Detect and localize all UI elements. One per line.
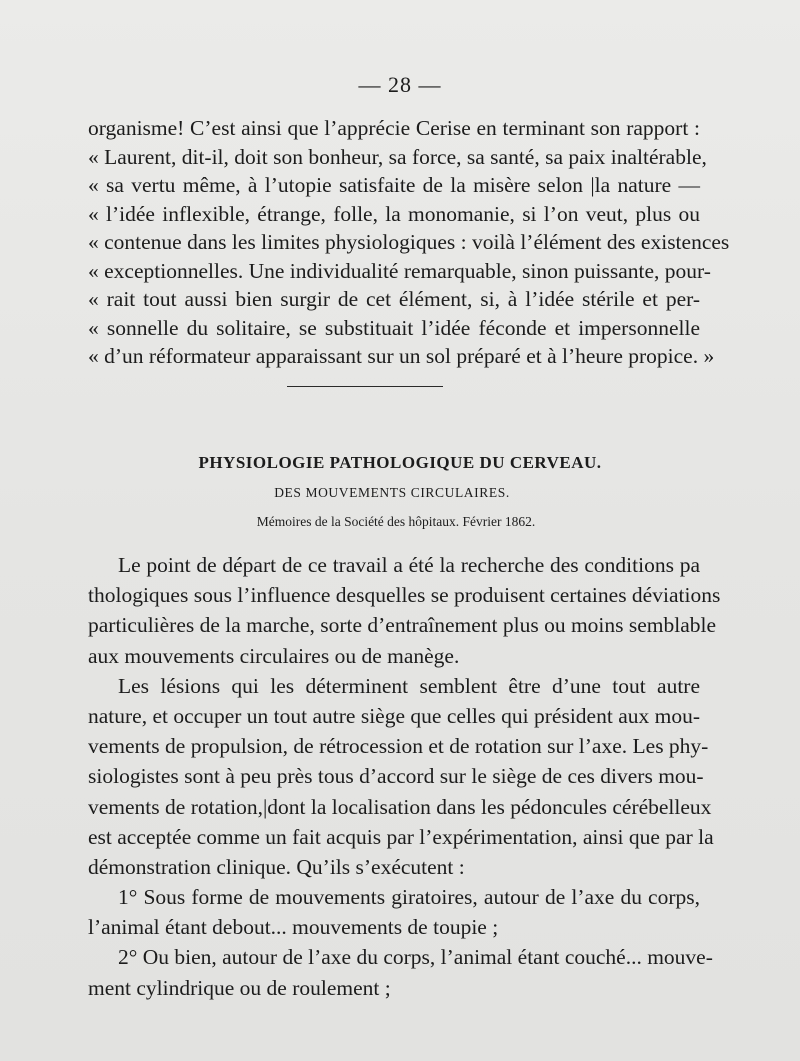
text-line: Les lésions qui les déterminent semblent être d’une tout autre (118, 673, 700, 698)
section-subtitle: DES MOUVEMENTS CIRCULAIRES. (274, 485, 510, 500)
text-line: 1° Sous forme de mouvements giratoires, autour de l’axe du corps, (118, 885, 700, 910)
text-line: démonstration clinique. Qu’ils s’exécutent : (88, 854, 465, 879)
body-text (88, 550, 721, 1003)
text-line: siologistes sont à peu près tous d’accord sur le siège de ces divers mou- (88, 764, 704, 789)
text-line: « sa vertu même, à l’utopie satisfaite de la misère selon |la nature — (88, 173, 700, 197)
text-line: l’animal étant debout... mouvements de toupie ; (88, 915, 499, 940)
section-source: Mémoires de la Société des hôpitaux. Février 1862. (256, 514, 536, 529)
text-line: « Laurent, dit-il, doit son bonheur, sa force, sa santé, sa paix inaltérable, (88, 144, 707, 169)
text-line: « l’idée inflexible, étrange, folle, la monomanie, si l’on veut, plus ou (88, 201, 700, 226)
text-line: est acceptée comme un fait acquis par l’expérimentation, ainsi que par la (88, 824, 714, 849)
text-line: thologiques sous l’influence desquelles se produisent certaines déviations (88, 583, 721, 608)
page-number: — 28 — (358, 72, 442, 97)
text-line: organisme! C’est ainsi que l’apprécie Cerise en terminant son rapport : (88, 116, 700, 140)
section-title: PHYSIOLOGIE PATHOLOGIQUE DU CERVEAU. (198, 453, 602, 472)
text-line: Le point de départ de ce travail a été la recherche des conditions pa (118, 553, 700, 577)
text-line: nature, et occuper un tout autre siège que celles qui président aux mou- (88, 703, 700, 728)
section-divider (287, 386, 443, 387)
text-line: « exceptionnelles. Une individualité remarquable, sinon puissante, pour- (88, 258, 711, 283)
text-line: « contenue dans les limites physiologiques : voilà l’élément des existences (88, 230, 730, 254)
text-line: « d’un réformateur apparaissant sur un sol préparé et à l’heure propice. » (88, 344, 715, 368)
text-line: 2° Ou bien, autour de l’axe du corps, l’animal étant couché... mouve- (118, 945, 713, 970)
text-line: particulières de la marche, sorte d’entraînement plus ou moins semblable (88, 613, 717, 638)
text-line: vements de rotation,|dont la localisation dans les pédoncules cérébelleux (88, 794, 712, 819)
text-line: ment cylindrique ou de roulement ; (88, 975, 391, 1000)
text-line: vements de propulsion, de rétrocession et de rotation sur l’axe. Les phy- (88, 734, 709, 759)
quote-paragraph (88, 114, 730, 371)
text-line: « sonnelle du solitaire, se substituait l’idée féconde et impersonnelle (88, 315, 700, 340)
text-line: aux mouvements circulaires ou de manège. (88, 643, 460, 668)
text-line: « rait tout aussi bien surgir de cet élément, si, à l’idée stérile et per- (88, 287, 700, 311)
